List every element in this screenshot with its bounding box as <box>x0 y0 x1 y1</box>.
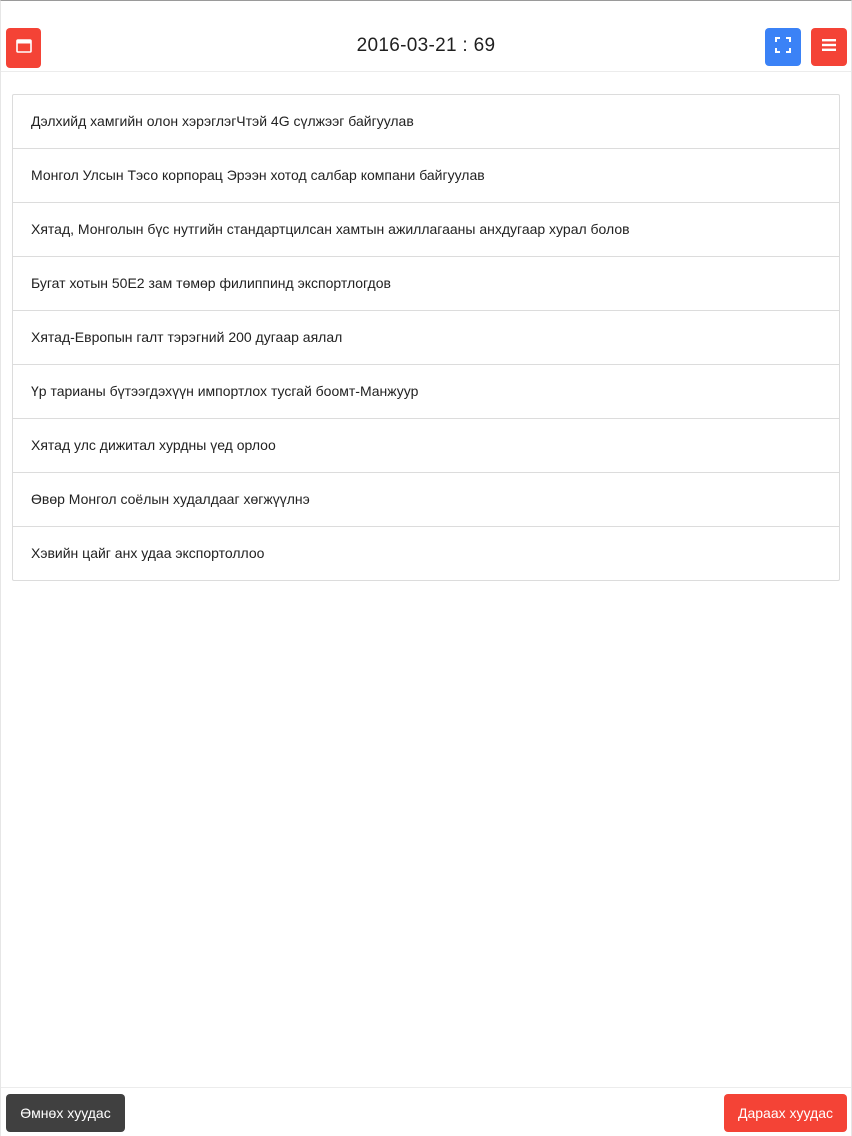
bottom-bar <box>1 1087 851 1136</box>
fullscreen-icon <box>775 37 791 58</box>
page-title: 2016-03-21 : 69 <box>356 35 496 56</box>
news-list-item[interactable]: Хятад улс дижитал хурдны үед орлоо <box>13 419 839 473</box>
news-list-item[interactable]: Үр тарианы бүтээгдэхүүн импортлох тусгай боомт-Манжуур <box>13 365 839 419</box>
news-list-item[interactable]: Дэлхийд хамгийн олон хэрэглэгЧтэй 4G сүлжээг байгуулав <box>13 95 839 149</box>
news-list-item[interactable]: Өвөр Монгол соёлын худалдааг хөгжүүлнэ <box>13 473 839 527</box>
fullscreen-button[interactable] <box>765 28 801 66</box>
top-bar <box>1 1 851 72</box>
news-list-item[interactable]: Монгол Улсын Тэсо корпорац Эрээн хотод салбар компани байгуулав <box>13 149 839 203</box>
news-list-item[interactable]: Хэвийн цайг анх удаа экспортоллоо <box>31 545 265 561</box>
previous-page-button[interactable]: Өмнөх хуудас <box>6 1094 125 1132</box>
news-list-item[interactable]: Хятад-Европын галт тэрэгний 200 дугаар аялал <box>13 311 839 365</box>
menu-icon <box>821 38 837 57</box>
news-list-item[interactable]: Бугат хотын 50Е2 зам төмөр филиппинд экспортлогдов <box>13 257 839 311</box>
next-page-button[interactable]: Дараах хуудас <box>724 1094 847 1132</box>
menu-button[interactable] <box>811 28 847 66</box>
news-list-item[interactable]: Хятад, Монголын бүс нутгийн стандартцилсан хамтын ажиллагааны анхдугаар хурал болов <box>13 203 839 257</box>
news-list <box>12 94 840 581</box>
